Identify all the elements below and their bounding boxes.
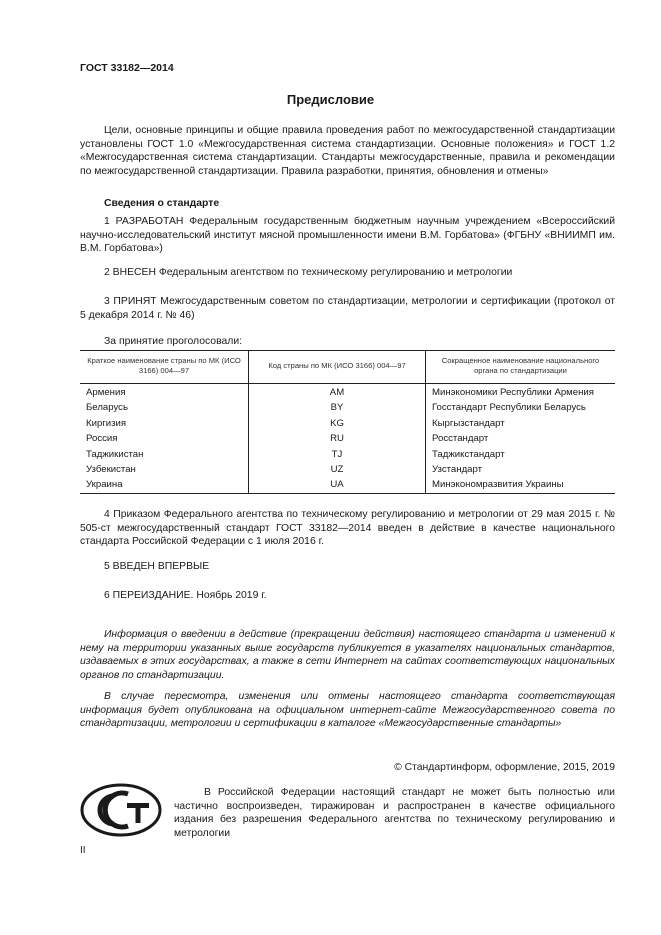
body-cell: Узстандарт <box>426 462 616 477</box>
table-row <box>80 384 615 401</box>
item-developed: 1 РАЗРАБОТАН Федеральным государственным бюджетным научным учреждением «Всероссийский научно-исследовательский институт мясной промышленности имени В.М. Горбатова» (ФГБНУ «ВНИИМП им. В.М. Горбатова») <box>80 216 615 255</box>
col-body-header: Сокращенное наименование национального органа по стандартизации <box>426 351 616 384</box>
table-row <box>80 431 615 446</box>
table-row <box>80 477 615 493</box>
code-cell: AM <box>249 384 426 401</box>
code-cell: TJ <box>249 447 426 462</box>
page-title: Предисловие <box>286 92 375 107</box>
section-title: Сведения о стандарте <box>104 198 220 209</box>
page-number: II <box>80 845 86 856</box>
code-cell: KG <box>249 416 426 431</box>
code-cell: RU <box>249 431 426 446</box>
col-code-header: Код страны по МК (ИСО 3166) 004—97 <box>249 351 426 384</box>
country-cell: Беларусь <box>86 402 128 414</box>
table-row <box>80 416 615 431</box>
voted-label: За принятие проголосовали: <box>104 336 243 347</box>
body-cell: Минэкономразвития Украины <box>426 477 616 493</box>
notice-paragraph-2: В случае пересмотра, изменения или отмены настоящего стандарта соответствующая информация будет опубликована на официальном интернет-сайте Межгосударственного совета по стандартизации, метрологии и сертификации в каталоге «Межгосударственные стандарты» <box>80 691 615 730</box>
code-cell: UA <box>249 477 426 493</box>
notice-paragraph-1: Информация о введении в действие (прекращении действия) настоящего стандарта и изменений к нему на территории указанных выше государств публикуется в указателях национальных стандартов, издаваемых в этих государствах, а также в сети Интернет на сайтах соответствующих национальных органов по стандартизации. <box>80 629 615 681</box>
intro-paragraph: Цели, основные принципы и общие правила проведения работ по межгосударственной стандартизации установлены ГОСТ 1.0 «Межгосударственная система стандартизации. Основные положения» и ГОСТ 1.2 «Межгосударственная система стандартизации. Стандарты межгосударственные, правила и рекомендации по межгосударственной стандартизации. Правила разработки, принятия, обновления и отмены» <box>80 125 615 177</box>
table-header-row <box>80 351 615 384</box>
copyright-note: В Российской Федерации настоящий стандарт не может быть полностью или частично воспроизведен, тиражирован и распространен в качестве официального издания без разрешения Федерального агентства по техническому регулированию и метрологии <box>174 787 615 839</box>
copyright-line: © Стандартинформ, оформление, 2015, 2019 <box>394 762 615 773</box>
item-reissue: 6 ПЕРЕИЗДАНИЕ. Ноябрь 2019 г. <box>104 590 267 601</box>
voting-table <box>80 350 615 494</box>
rst-certification-mark-icon <box>80 783 162 837</box>
country-cell: Армения <box>86 387 126 398</box>
item-first-time: 5 ВВЕДЕН ВПЕРВЫЕ <box>104 561 210 572</box>
item-introduced: 2 ВНЕСЕН Федеральным агентством по техническому регулированию и метрологии <box>104 267 513 278</box>
country-cell: Таджикистан <box>86 448 144 460</box>
country-cell: Узбекистан <box>86 464 136 476</box>
country-cell: Киргизия <box>86 417 127 429</box>
table-row <box>80 400 615 415</box>
code-cell: UZ <box>249 462 426 477</box>
item-adopted: 3 ПРИНЯТ Межгосударственным советом по стандартизации, метрологии и сертификации (протокол от 5 декабря 2014 г. № 46) <box>80 296 615 321</box>
table-row <box>80 462 615 477</box>
body-cell: Минэкономики Республики Армения <box>426 384 616 401</box>
body-cell: Росстандарт <box>426 431 616 446</box>
table-row <box>80 447 615 462</box>
document-code: ГОСТ 33182—2014 <box>80 62 174 74</box>
country-cell: Украина <box>86 479 123 491</box>
body-cell: Кыргызстандарт <box>426 416 616 431</box>
country-cell: Россия <box>86 433 118 445</box>
body-cell: Таджикстандарт <box>426 447 616 462</box>
code-cell: BY <box>249 400 426 415</box>
body-cell: Госстандарт Республики Беларусь <box>426 400 616 415</box>
item-order: 4 Приказом Федерального агентства по техническому регулированию и метрологии от 29 мая 2015 г. № 505-ст межгосударственный стандарт ГОСТ 33182—2014 введен в действие в качестве национального стандарта Российской Федерации с 1 июля 2016 г. <box>80 509 615 548</box>
col-country-header: Краткое наименование страны по МК (ИСО 3166) 004—97 <box>80 351 249 384</box>
